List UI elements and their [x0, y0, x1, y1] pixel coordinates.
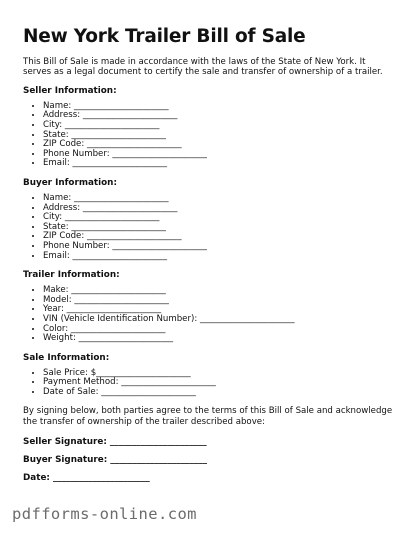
seller-email-item: • Email: ______________________	[43, 159, 393, 169]
seller-address-item: • Address: ______________________	[43, 111, 393, 121]
payment-method-item: • Payment Method: ______________________	[43, 378, 393, 388]
buyer-heading: Buyer Information:	[23, 177, 117, 188]
trailer-year-item: • Year: ______________________	[43, 305, 393, 315]
sale-price-item: • Sale Price: $______________________	[43, 369, 393, 379]
seller-city-item: • City: ______________________	[43, 121, 393, 131]
buyer-signature-line: Buyer Signature: ______________________	[23, 455, 208, 466]
date-line: Date: ______________________	[23, 473, 150, 484]
sale-list	[23, 369, 393, 398]
watermark-text: pdfforms-online.com	[12, 505, 197, 523]
sale-heading: Sale Information:	[23, 352, 110, 363]
buyer-state-item: • State: ______________________	[43, 223, 393, 233]
intro-paragraph: This Bill of Sale is made in accordance with the laws of the State of New York. It serves as a legal document to certify the sale and transfer of ownership of a trailer.	[23, 57, 383, 78]
seller-name-item: • Name: ______________________	[43, 102, 393, 112]
seller-signature-line: Seller Signature: ______________________	[23, 437, 207, 448]
trailer-make-item: • Make: ______________________	[43, 286, 393, 296]
trailer-vin-item: • VIN (Vehicle Identification Number): ______________________	[43, 315, 393, 325]
trailer-weight-item: • Weight: ______________________	[43, 334, 393, 344]
page-title: New York Trailer Bill of Sale	[23, 26, 306, 47]
buyer-city-item: • City: ______________________	[43, 213, 393, 223]
seller-list	[23, 102, 393, 169]
seller-zip-item: • ZIP Code: ______________________	[43, 140, 393, 150]
seller-phone-item: • Phone Number: ______________________	[43, 150, 393, 160]
agreement-paragraph: By signing below, both parties agree to the terms of this Bill of Sale and acknowledge the transfer of ownership of the trailer described above:	[23, 406, 393, 427]
buyer-list	[23, 194, 393, 261]
trailer-heading: Trailer Information:	[23, 270, 120, 281]
buyer-phone-item: • Phone Number: ______________________	[43, 242, 393, 252]
trailer-color-item: • Color: ______________________	[43, 325, 393, 335]
seller-heading: Seller Information:	[23, 85, 117, 96]
buyer-name-item: • Name: ______________________	[43, 194, 393, 204]
date-of-sale-item: • Date of Sale: ______________________	[43, 388, 393, 398]
buyer-address-item: • Address: ______________________	[43, 204, 393, 214]
document-page	[23, 26, 393, 492]
trailer-model-item: • Model: ______________________	[43, 296, 393, 306]
seller-state-item: • State: ______________________	[43, 131, 393, 141]
trailer-list	[23, 286, 393, 344]
buyer-email-item: • Email: ______________________	[43, 252, 393, 262]
buyer-zip-item: • ZIP Code: ______________________	[43, 232, 393, 242]
